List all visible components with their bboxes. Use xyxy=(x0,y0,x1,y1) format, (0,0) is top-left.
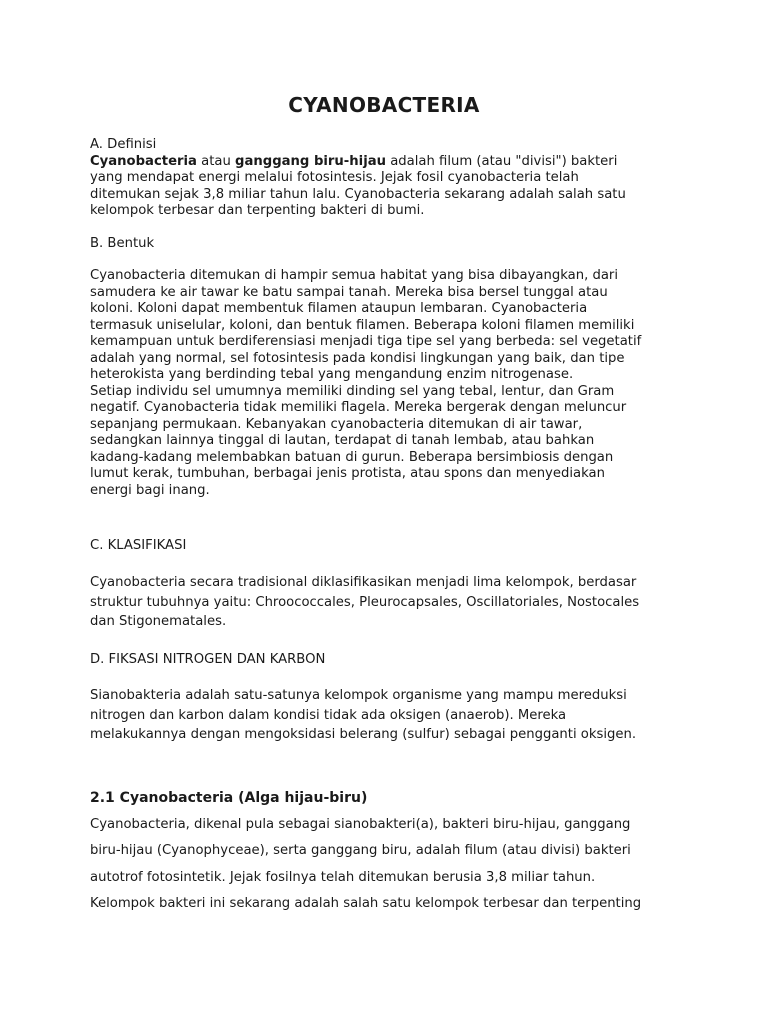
paragraph-line: Cyanobacteria ditemukan di hampir semua habitat yang bisa dibayangkan, dari xyxy=(90,268,618,283)
paragraph-line: kemampuan untuk berdiferensiasi menjadi tiga tipe sel yang berbeda: sel vegetatif xyxy=(90,334,642,349)
text-fragment: adalah filum (atau "divisi") bakteri xyxy=(386,153,618,169)
page-title: CYANOBACTERIA xyxy=(288,93,480,117)
paragraph-line: adalah yang normal, sel fotosintesis pada kondisi lingkungan yang baik, dan tipe xyxy=(90,350,625,366)
paragraph-line: termasuk uniselular, koloni, dan bentuk filamen. Beberapa koloni filamen memiliki xyxy=(90,317,635,333)
section-fiksasi xyxy=(90,686,680,745)
paragraph-line xyxy=(90,154,680,171)
text-fragment: atau xyxy=(196,153,236,169)
section-heading: 2.1 Cyanobacteria (Alga hijau-biru) xyxy=(90,790,368,806)
paragraph-line: lumut kerak, tumbuhan, berbagai jenis protista, atau spons dan menyediakan xyxy=(90,466,605,481)
section-klasifikasi-heading xyxy=(90,536,680,556)
bold-term: ganggang biru-hijau xyxy=(235,153,386,169)
section-heading: B. Bentuk xyxy=(90,236,155,251)
paragraph-line: dan Stigonematales. xyxy=(90,614,227,629)
section-bentuk-heading xyxy=(90,236,680,253)
paragraph-line: sedangkan lainnya tinggal di lautan, terdapat di tanah lembab, atau bahkan xyxy=(90,433,595,448)
paragraph-line: Setiap individu sel umumnya memiliki dinding sel yang tebal, lentur, dan Gram xyxy=(90,383,615,399)
section-heading: C. KLASIFIKASI xyxy=(90,538,187,553)
section-definisi xyxy=(90,137,680,220)
paragraph-line: Sianobakteria adalah satu-satunya kelompok organisme yang mampu mereduksi xyxy=(90,688,627,703)
paragraph-line: struktur tubuhnya yaitu: Chroococcales, Pleurocapsales, Oscillatoriales, Nostocales xyxy=(90,594,640,610)
paragraph-line: Kelompok bakteri ini sekarang adalah salah satu kelompok terbesar dan terpenting xyxy=(90,896,642,911)
paragraph-line: kelompok terbesar dan terpenting bakteri di bumi. xyxy=(90,203,425,218)
section-fiksasi-heading xyxy=(90,650,680,670)
paragraph-line: samudera ke air tawar ke batu sampai tanah. Mereka bisa bersel tunggal atau xyxy=(90,284,608,300)
bold-term: Cyanobacteria xyxy=(90,153,197,169)
section-heading: D. FIKSASI NITROGEN DAN KARBON xyxy=(90,652,326,667)
paragraph-line: negatif. Cyanobacteria tidak memiliki flagela. Mereka bergerak dengan meluncur xyxy=(90,400,627,415)
paragraph-line: biru-hijau (Cyanophyceae), serta ganggang biru, adalah filum (atau divisi) bakteri xyxy=(90,843,631,858)
section-bentuk xyxy=(90,268,680,499)
paragraph-line: kadang-kadang melembabkan batuan di gurun. Beberapa bersimbiosis dengan xyxy=(90,449,614,465)
paragraph-line: Cyanobacteria, dikenal pula sebagai sianobakteri(a), bakteri biru-hijau, ganggang xyxy=(90,816,631,832)
section-heading: A. Definisi xyxy=(90,137,157,152)
paragraph-line: Cyanobacteria secara tradisional diklasifikasikan menjadi lima kelompok, berdasar xyxy=(90,575,637,590)
paragraph-line: yang mendapat energi melalui fotosintesis. Jejak fosil cyanobacteria telah xyxy=(90,170,579,185)
paragraph-line: ditemukan sejak 3,8 miliar tahun lalu. Cyanobacteria sekarang adalah salah satu xyxy=(90,186,626,202)
paragraph-line: melakukannya dengan mengoksidasi belerang (sulfur) sebagai pengganti oksigen. xyxy=(90,727,637,742)
paragraph-line: autotrof fotosintetik. Jejak fosilnya telah ditemukan berusia 3,8 miliar tahun. xyxy=(90,869,596,885)
paragraph-line: nitrogen dan karbon dalam kondisi tidak ada oksigen (anaerob). Mereka xyxy=(90,707,567,723)
section-2-1 xyxy=(90,785,680,918)
paragraph-line: koloni. Koloni dapat membentuk filamen ataupun lembaran. Cyanobacteria xyxy=(90,301,588,316)
section-klasifikasi xyxy=(90,573,680,632)
paragraph-line: energi bagi inang. xyxy=(90,482,210,498)
paragraph-line: sepanjang permukaan. Kebanyakan cyanobacteria ditemukan di air tawar, xyxy=(90,416,583,432)
paragraph-line: heterokista yang berdinding tebal yang mengandung enzim nitrogenase. xyxy=(90,367,574,382)
